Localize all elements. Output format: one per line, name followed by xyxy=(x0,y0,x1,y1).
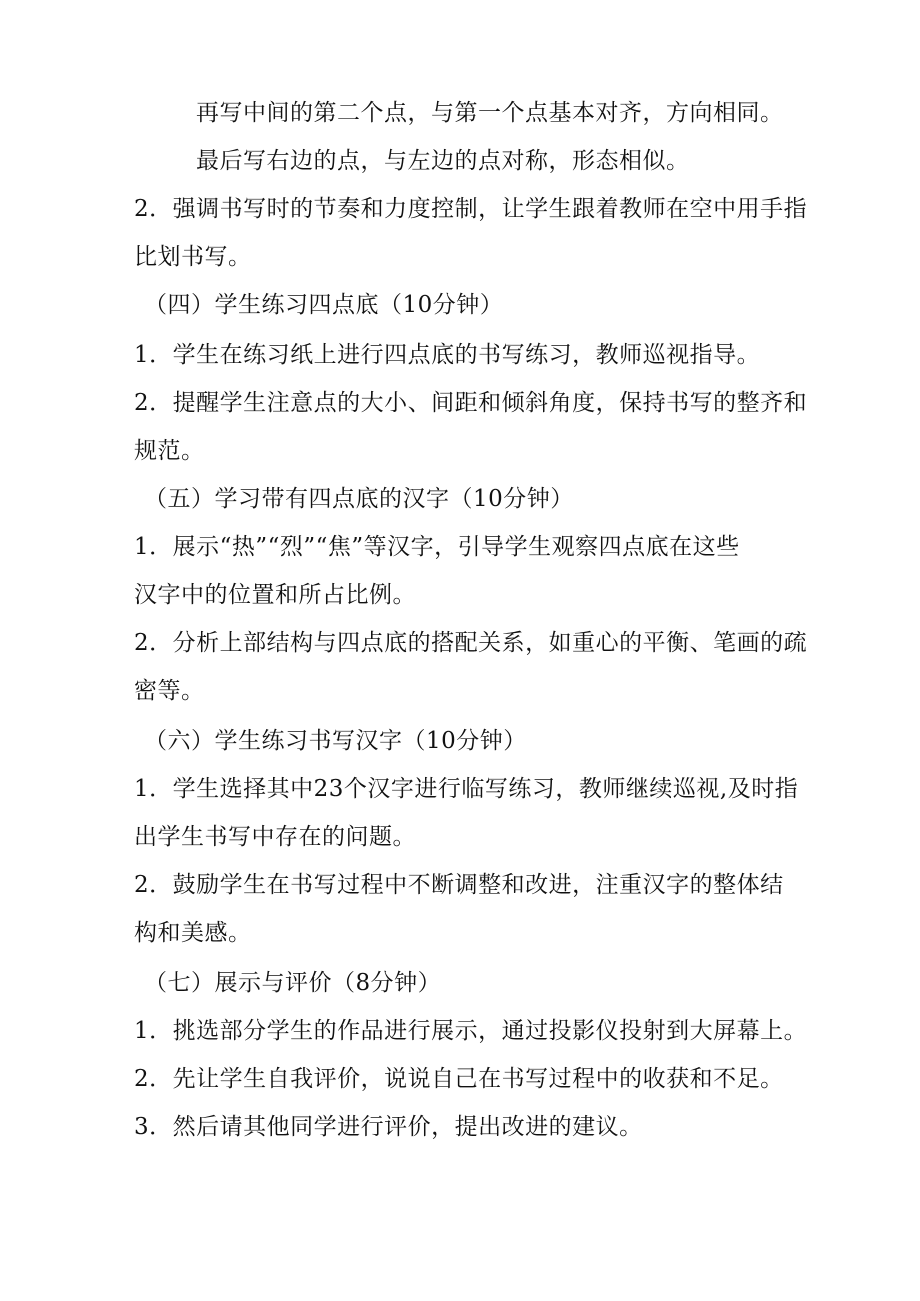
list-item-continuation: 出学生书写中存在的问题。 xyxy=(134,824,416,850)
list-item-line: 2．先让学生自我评价，说说自己在书写过程中的收获和不足。 xyxy=(134,1066,784,1092)
list-item-continuation: 汉字中的位置和所占比例。 xyxy=(134,582,416,608)
section-heading: （五）学习带有四点底的汉字（10分钟） xyxy=(144,486,574,512)
list-item-line: 3．然后请其他同学进行评价，提出改进的建议。 xyxy=(134,1114,643,1140)
list-item-line: 1．展示“热”“烈”“焦”等汉字，引导学生观察四点底在这些 xyxy=(134,534,740,560)
list-item-continuation: 比划书写。 xyxy=(134,244,252,270)
list-item-continuation: 规范。 xyxy=(134,438,205,464)
list-item-line: 1．挑选部分学生的作品进行展示，通过投影仪投射到大屏幕上。 xyxy=(134,1018,808,1044)
list-item-continuation: 密等。 xyxy=(134,678,205,704)
paragraph-line: 最后写右边的点，与左边的点对称，形态相似。 xyxy=(196,148,690,174)
list-item-line: 2．分析上部结构与四点底的搭配关系，如重心的平衡、笔画的疏 xyxy=(134,630,808,656)
section-heading: （六）学生练习书写汉字（10分钟） xyxy=(144,728,527,754)
list-item-line: 2．鼓励学生在书写过程中不断调整和改进，注重汉字的整体结 xyxy=(134,872,784,898)
list-item-line: 2．提醒学生注意点的大小、间距和倾斜角度，保持书写的整齐和 xyxy=(134,390,808,416)
paragraph-line: 再写中间的第二个点，与第一个点基本对齐，方向相同。 xyxy=(196,100,784,126)
section-heading: （四）学生练习四点底（10分钟） xyxy=(144,292,504,318)
list-item-continuation: 构和美感。 xyxy=(134,920,252,946)
list-item-line: 2．强调书写时的节奏和力度控制，让学生跟着教师在空中用手指 xyxy=(134,196,808,222)
section-heading: （七）展示与评价（8分钟） xyxy=(144,970,442,996)
list-item-line: 1．学生选择其中23个汉字进行临写练习，教师继续巡视,及时指 xyxy=(134,776,799,802)
list-item-line: 1．学生在练习纸上进行四点底的书写练习，教师巡视指导。 xyxy=(134,342,761,368)
